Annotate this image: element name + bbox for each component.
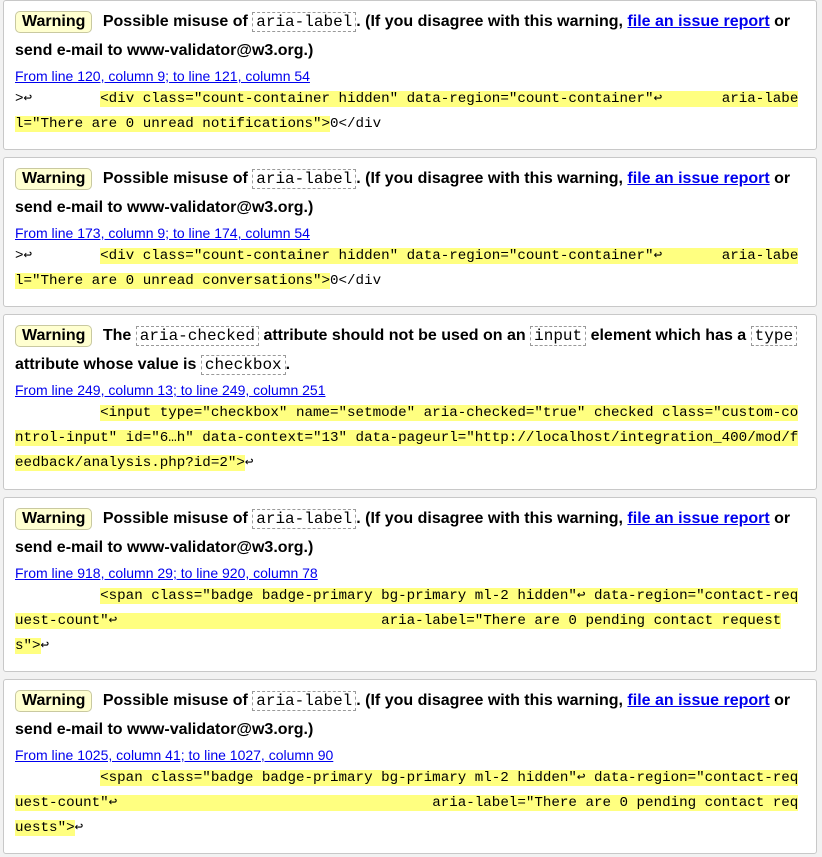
warning-message xyxy=(3,314,817,490)
location-link[interactable]: From line 918, column 29; to line 920, column 78 xyxy=(15,565,318,581)
code-extract xyxy=(15,244,806,300)
warning-message xyxy=(3,497,817,672)
location-link[interactable]: From line 1025, column 41; to line 1027, column 90 xyxy=(15,747,334,763)
message-text: The xyxy=(102,327,132,344)
extract-context xyxy=(15,405,100,421)
message-heading xyxy=(15,165,806,222)
code-extract xyxy=(15,766,806,847)
extract-context: 0</div xyxy=(330,116,382,132)
message-text: Possible misuse of xyxy=(102,170,248,187)
extract-context: ↩ xyxy=(74,820,84,836)
warning-badge: Warning xyxy=(15,690,92,712)
message-heading xyxy=(15,322,806,379)
message-text: or send e-mail to www-validator@w3.org.) xyxy=(15,692,791,738)
warning-message xyxy=(3,157,817,307)
location-link[interactable]: From line 249, column 13; to line 249, column 251 xyxy=(15,382,326,398)
message-text: attribute should not be used on an xyxy=(263,327,526,344)
extract-highlight: <span class="badge badge-primary bg-primary ml-2 hidden"↩ data-region="contact-request-count"↩ aria-label="There are 0 pending contact requests"> xyxy=(15,588,799,654)
message-text: attribute whose value is xyxy=(15,355,197,373)
message-text: Possible misuse of xyxy=(102,13,248,30)
warning-badge: Warning xyxy=(15,508,92,530)
warning-badge: Warning xyxy=(15,11,92,33)
message-text: Possible misuse of xyxy=(102,692,248,709)
extract-highlight: <span class="badge badge-primary bg-primary ml-2 hidden"↩ data-region="contact-request-count"↩ aria-label="There are 0 pending contact requests"> xyxy=(15,770,799,836)
attribute-code: aria-label xyxy=(252,12,356,32)
location-link[interactable]: From line 120, column 9; to line 121, column 54 xyxy=(15,68,310,84)
message-text: . (If you disagree with this warning, xyxy=(356,692,623,709)
message-text: Possible misuse of xyxy=(102,510,248,527)
attribute-code: aria-label xyxy=(252,509,356,529)
extract-highlight: <div class="count-container hidden" data-region="count-container"↩ aria-label="There are 0 unread conversations"> xyxy=(15,248,799,289)
extract-highlight: <div class="count-container hidden" data-region="count-container"↩ aria-label="There are 0 unread notifications"> xyxy=(15,91,799,132)
message-text: or send e-mail to www-validator@w3.org.) xyxy=(15,13,791,59)
element-code: input xyxy=(530,326,586,346)
issue-report-link[interactable]: file an issue report xyxy=(627,510,770,527)
attribute-code: aria-checked xyxy=(136,326,259,346)
warning-badge: Warning xyxy=(15,325,92,347)
code-extract xyxy=(15,87,806,143)
warning-message xyxy=(3,0,817,150)
extract-context xyxy=(15,770,100,786)
extract-context: ↩ xyxy=(40,638,50,654)
warning-message xyxy=(3,679,817,854)
message-heading xyxy=(15,8,806,65)
extract-context xyxy=(15,588,100,604)
extract-context: >↩ xyxy=(15,248,101,264)
value-code: checkbox xyxy=(201,355,286,375)
message-text: or send e-mail to www-validator@w3.org.) xyxy=(15,170,791,216)
issue-report-link[interactable]: file an issue report xyxy=(627,170,770,187)
issue-report-link[interactable]: file an issue report xyxy=(627,692,770,709)
extract-highlight: <input type="checkbox" name="setmode" aria-checked="true" checked class="custom-control-input" id="6…h" data-context="13" data-pageurl="http://localhost/integration_400/mod/feedback/analysis.php?id=2"> xyxy=(15,405,799,471)
message-text: or send e-mail to www-validator@w3.org.) xyxy=(15,510,791,556)
code-extract xyxy=(15,401,806,482)
location-link[interactable]: From line 173, column 9; to line 174, column 54 xyxy=(15,225,310,241)
message-text: . xyxy=(285,355,291,373)
extract-context: 0</div xyxy=(330,273,382,289)
warning-badge: Warning xyxy=(15,168,92,190)
attribute-code: aria-label xyxy=(252,169,356,189)
extract-context: >↩ xyxy=(15,91,101,107)
attribute-code: type xyxy=(751,326,797,346)
issue-report-link[interactable]: file an issue report xyxy=(627,13,770,30)
message-heading xyxy=(15,687,806,744)
message-text: . (If you disagree with this warning, xyxy=(356,510,623,527)
message-text: element which has a xyxy=(590,327,747,344)
attribute-code: aria-label xyxy=(252,691,356,711)
extract-context: ↩ xyxy=(244,455,254,471)
code-extract xyxy=(15,584,806,665)
message-text: . (If you disagree with this warning, xyxy=(356,13,623,30)
message-text: . (If you disagree with this warning, xyxy=(356,170,623,187)
message-heading xyxy=(15,505,806,562)
